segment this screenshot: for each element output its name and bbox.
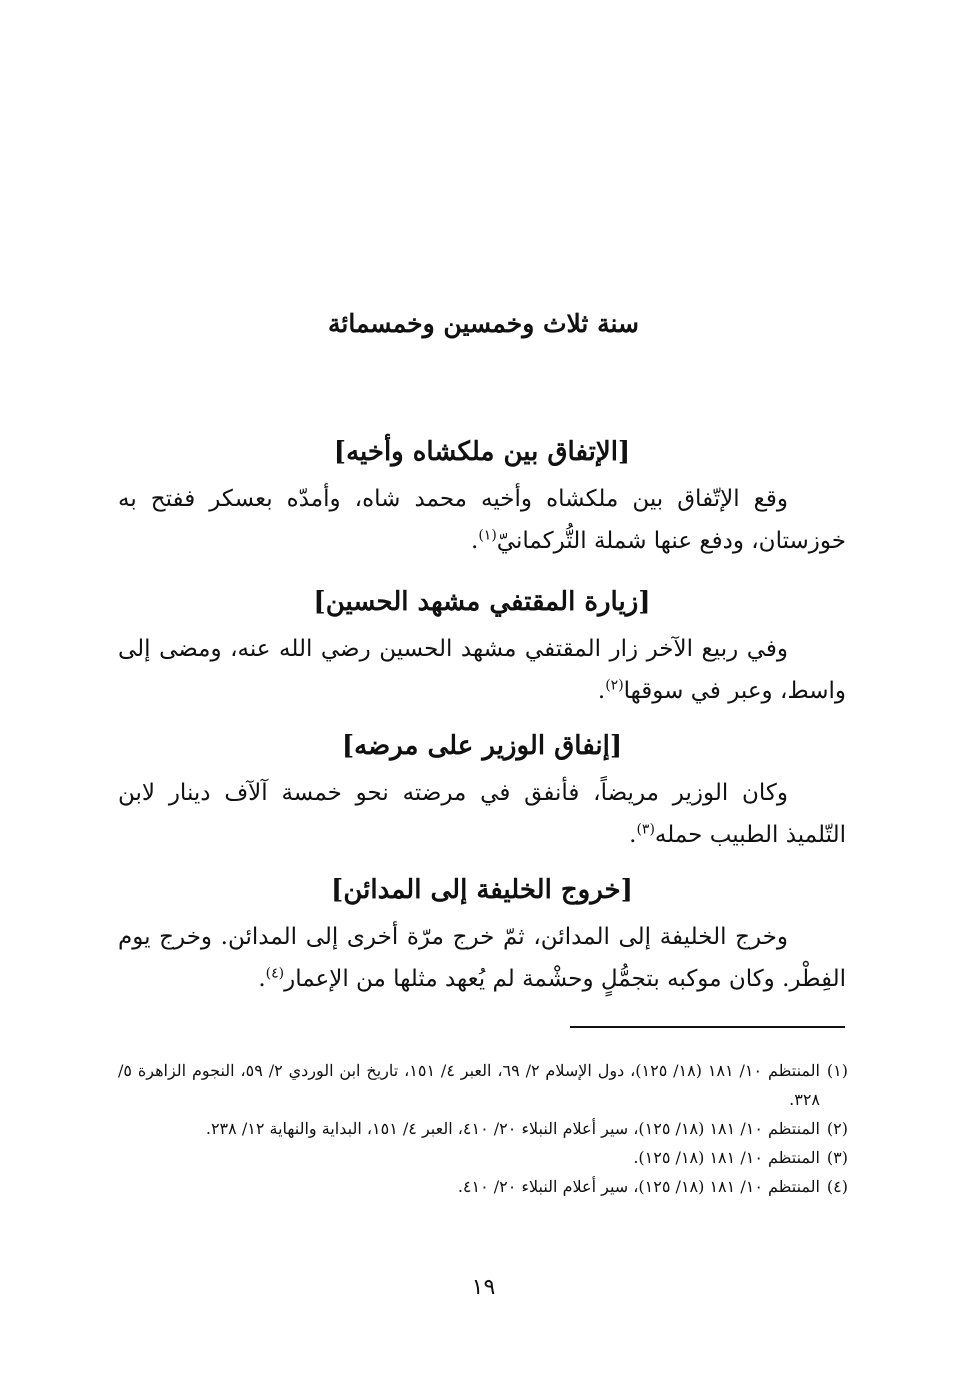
paragraph-end: . [258,966,266,992]
footnote [118,1143,848,1172]
year-title: سنة ثلاث وخمسين وخمسمائة [328,309,639,338]
section-heading: [إنفاق الوزير على مرضه] [341,731,623,761]
footnote-number: (٢) [826,1119,848,1138]
section-heading: [زيارة المقتفي مشهد الحسين] [313,587,651,617]
paragraph-text: وقع الإتّفاق بين ملكشاه وأخيه محمد شاه، وأمدّه بعسكر ففتح به خوزستان، ودفع عنها شملة التُّركمانيّ [118,486,846,554]
footnote-reference: (٣) [636,821,655,838]
section-heading: [خروج الخليفة إلى المدائن] [331,875,633,905]
footnote [118,1172,848,1201]
footnote-reference: (٤) [265,965,285,982]
section-agreement [118,430,846,562]
section-paragraph [118,916,846,1000]
footnote-number: (٤) [826,1177,848,1196]
footnote-reference: (١) [478,527,497,544]
paragraph-text: وخرج الخليفة إلى المدائن، ثمّ خرج مرّة أخرى إلى المدائن. وخرج يوم الفِطْر. وكان موكبه بتجمُّلٍ وحشْمة لم يُعهد مثلها من الإعمار [118,924,846,992]
section-visit [118,580,846,712]
footnote-text: المنتظم ١٠/ ١٨١ (١٨/ ١٢٥). [633,1148,820,1167]
page-number: ١٩ [471,1275,496,1300]
footnote-text: المنتظم ١٠/ ١٨١ (١٨/ ١٢٥)، سير أعلام النبلاء ٢٠/ ٤١٠، العبر ٤/ ١٥١، البداية والنهاية ١٢/ ٢٣٨. [205,1119,820,1138]
section-paragraph [118,628,846,712]
section-paragraph [118,772,846,856]
footnote-text: المنتظم ١٠/ ١٨١ (١٨/ ١٢٥)، دول الإسلام ٢/ ٦٩، العبر ٤/ ١٥١، تاريخ ابن الوردي ٢/ ٥٩، النجوم الزاهرة ٥/ ٣٢٨. [118,1061,820,1109]
footnote [118,1056,848,1114]
section-paragraph [118,478,846,562]
section-heading: [الإتفاق بين ملكشاه وأخيه] [333,437,631,467]
paragraph-text: وفي ربيع الآخر زار المقتفي مشهد الحسين رضي الله عنه، ومضى إلى واسط، وعبر في سوقها [118,636,846,704]
section-vizier [118,724,846,856]
paragraph-end: . [597,678,606,704]
paragraph-end: . [471,528,479,554]
footnote-divider [570,1026,845,1028]
footnote-number: (١) [826,1061,848,1080]
footnotes [118,1056,848,1201]
footnote-number: (٣) [826,1148,848,1167]
footnote [118,1114,848,1143]
footnote-text: المنتظم ١٠/ ١٨١ (١٨/ ١٢٥)، سير أعلام النبلاء ٢٠/ ٤١٠. [457,1177,820,1196]
paragraph-end: . [629,822,637,848]
section-caliph [118,868,846,1000]
paragraph-text: وكان الوزير مريضاً، فأنفق في مرضته نحو خمسة آلآف دينار لابن التّلميذ الطبيب حمله [118,780,846,848]
footnote-reference: (٢) [605,677,624,694]
